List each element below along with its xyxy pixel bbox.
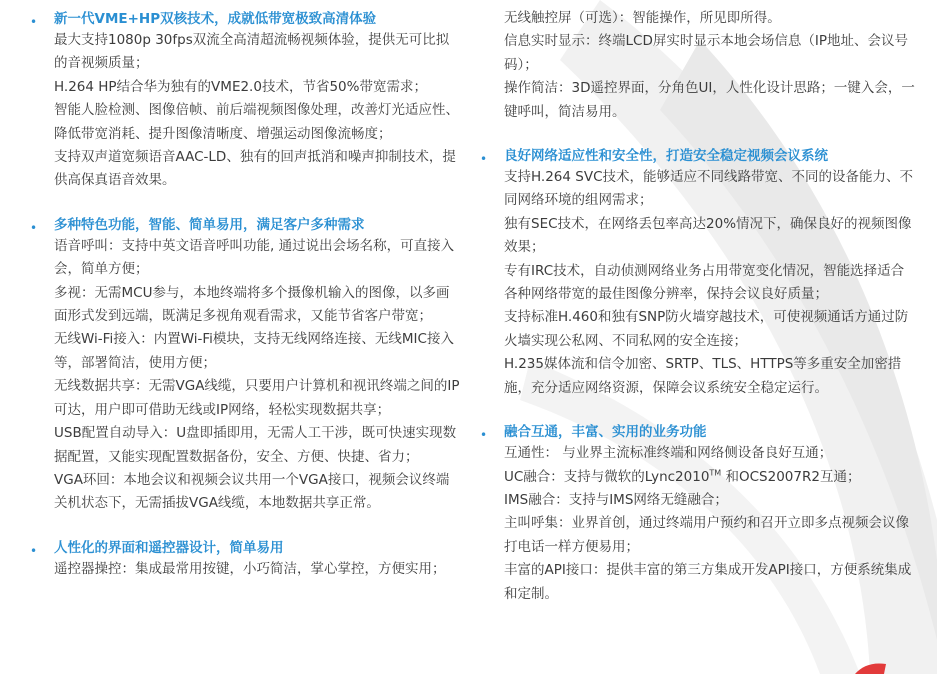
section-interop bbox=[480, 422, 915, 606]
section-title: 人性化的界面和遥控器设计，简单易用 bbox=[54, 539, 284, 556]
paragraph: 最大支持1080p 30fps双流全高清超流畅视频体验，提供无可比拟的音视频质量； bbox=[54, 32, 450, 72]
paragraph: 操作简洁：3D遥控界面，分角色UI，人性化设计思路；一键入会，一键呼叫，简洁易用。 bbox=[504, 80, 915, 120]
paragraph: VGA环回：本地会议和视频会议共用一个VGA接口，视频会议终端关机状态下，无需插拔VGA线缆，本地数据共享正常。 bbox=[54, 471, 450, 512]
section-dual-core bbox=[30, 9, 462, 193]
paragraph: USB配置自动导入：U盘即插即用，无需人工干涉，既可快速实现数据配置，又能实现配置数据备份，安全、方便、快捷、省力； bbox=[54, 425, 457, 465]
paragraph: 智能人脸检测、图像倍帧、前后端视频图像处理，改善灯光适应性、降低带宽消耗、提升图像清晰度、增强运动图像流畅度； bbox=[54, 102, 459, 142]
paragraph: 语音呼叫：支持中英文语音呼叫功能, 通过说出会场名称，可直接入会，简单方便； bbox=[54, 237, 455, 278]
bullet-icon: • bbox=[30, 543, 38, 558]
paragraph: 遥控器操控：集成最常用按键，小巧简洁，掌心掌控，方便实用； bbox=[54, 560, 446, 577]
paragraph bbox=[504, 466, 915, 489]
right-column bbox=[480, 0, 915, 606]
section-features bbox=[30, 215, 462, 516]
paragraph: 支持双声道宽频语音AAC-LD、独有的回声抵消和噪声抑制技术，提供高保真语音效果。 bbox=[54, 149, 456, 189]
paragraph: H.235媒体流和信令加密、SRTP、TLS、HTTPS等多重安全加密措施，充分适应网络资源，保障会议系统安全稳定运行。 bbox=[504, 356, 902, 396]
paragraph: 无线触控屏（可选）：智能操作，所见即所得。 bbox=[504, 10, 781, 26]
section-ui-design bbox=[30, 538, 462, 581]
paragraph: 支持H.264 SVC技术，能够适应不同线路带宽、不同的设备能力、不同网络环境的组网需求； bbox=[504, 169, 913, 209]
bullet-icon: • bbox=[30, 15, 38, 29]
bullet-icon: • bbox=[480, 152, 488, 167]
section-title: 良好网络适应性和安全性，打造安全稳定视频会议系统 bbox=[504, 148, 828, 165]
paragraph: 支持标准H.460和独有SNP防火墙穿越技术，可使视频通话方通过防火墙实现公私网、不同私网的安全连接； bbox=[504, 309, 909, 349]
paragraph: IMS融合：支持与IMS网络无缝融合； bbox=[504, 491, 728, 508]
bullet-icon: • bbox=[30, 220, 38, 235]
paragraph-part: 和OCS2007R2互通； bbox=[721, 468, 861, 485]
paragraph: 信息实时显示：终端LCD屏实时显示本地会场信息（IP地址、会议号码）； bbox=[504, 33, 908, 73]
paragraph: 无线Wi-Fi接入：内置Wi-Fi模块，支持无线网络连接、无线MIC接入等，部署简洁，使用方便； bbox=[54, 331, 454, 371]
paragraph: 专有IRC技术，自动侦测网络业务占用带宽变化情况，智能选择适合各种网络带宽的最佳图像分辨率，保持会议良好质量； bbox=[504, 262, 905, 303]
red-accent-shape bbox=[855, 663, 886, 674]
bullet-icon: • bbox=[480, 428, 488, 443]
paragraph: 互通性： 与业界主流标准终端和网络侧设备良好互通； bbox=[504, 445, 833, 462]
section-title: 新一代VME+HP双核技术，成就低带宽极致高清体验 bbox=[54, 11, 377, 27]
paragraph: H.264 HP结合华为独有的VME2.0技术，节省50%带宽需求； bbox=[54, 78, 427, 95]
paragraph: 主叫呼集：业界首创，通过终端用户预约和召开立即多点视频会议像打电话一样方便易用； bbox=[504, 515, 909, 555]
paragraph: 丰富的API接口：提供丰富的第三方集成开发API接口，方便系统集成和定制。 bbox=[504, 562, 912, 602]
paragraph: 多视：无需MCU参与，本地终端将多个摄像机输入的图像，以多画面形式发到远端，既满足多视角观看需求，又能节省客户带宽； bbox=[54, 284, 450, 325]
trademark-mark: TM bbox=[709, 468, 722, 477]
paragraph-part: UC融合：支持与微软的Lync2010 bbox=[504, 468, 710, 485]
section-ui-design-continued bbox=[480, 0, 915, 124]
section-network-security bbox=[480, 146, 915, 400]
paragraph: 无线数据共享：无需VGA线缆，只要用户计算机和视讯终端之间的IP可达，用户即可借助无线或IP网络，轻松实现数据共享； bbox=[54, 378, 460, 418]
section-title: 融合互通，丰富、实用的业务功能 bbox=[504, 424, 707, 441]
left-column bbox=[30, 0, 462, 581]
section-title: 多种特色功能，智能、简单易用，满足客户多种需求 bbox=[54, 216, 365, 233]
paragraph: 独有SEC技术，在网络丢包率高达20%情况下，确保良好的视频图像效果； bbox=[504, 215, 912, 256]
